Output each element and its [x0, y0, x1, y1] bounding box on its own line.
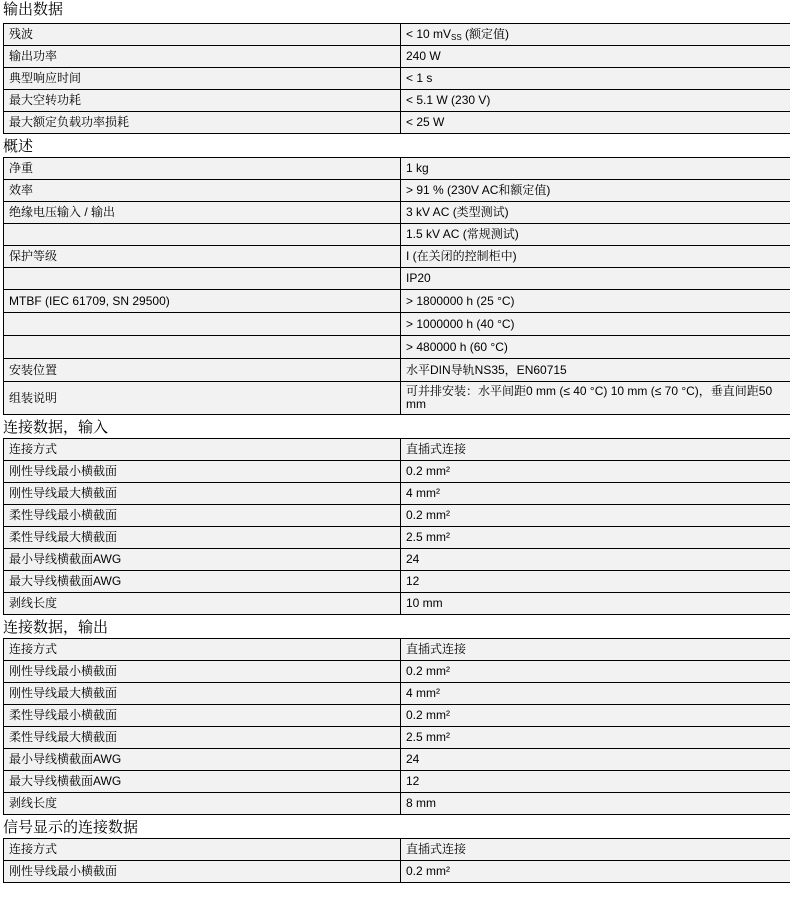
row-value: 1.5 kV AC (常规测试) — [401, 224, 790, 246]
row-value: 0.2 mm² — [401, 505, 790, 527]
row-value: 4 mm² — [401, 483, 790, 505]
row-label: 刚性导线最大横截面 — [4, 483, 401, 505]
row-value: 24 — [401, 549, 790, 571]
table-row — [4, 90, 790, 112]
row-label: 最大额定负载功率损耗 — [4, 112, 401, 134]
table-row — [4, 683, 790, 705]
row-label: MTBF (IEC 61709, SN 29500) — [4, 290, 401, 313]
table-row — [4, 639, 790, 661]
row-label: 绝缘电压输入 / 输出 — [4, 202, 401, 224]
row-value: 0.2 mm² — [401, 461, 790, 483]
row-value: 2.5 mm² — [401, 727, 790, 749]
section-title-general: 概述 — [3, 138, 34, 155]
row-value: 0.2 mm² — [401, 705, 790, 727]
table-row — [4, 527, 790, 549]
row-value — [401, 24, 790, 46]
row-value: IP20 — [401, 268, 790, 290]
section-title-signal: 信号显示的连接数据 — [3, 819, 139, 836]
ripple-note: (额定值) — [461, 27, 510, 41]
row-value: > 1800000 h (25 °C) — [401, 290, 790, 313]
row-label: 最大导线横截面AWG — [4, 571, 401, 593]
row-label — [4, 268, 401, 290]
row-label: 典型响应时间 — [4, 68, 401, 90]
row-label: 组装说明 — [4, 382, 401, 415]
row-value: > 480000 h (60 °C) — [401, 336, 790, 359]
row-label — [4, 224, 401, 246]
row-label: 刚性导线最小横截面 — [4, 461, 401, 483]
section-title-connection-input: 连接数据，输入 — [3, 419, 109, 436]
table-row — [4, 46, 790, 68]
row-value: 直插式连接 — [401, 639, 790, 661]
table-row — [4, 202, 790, 224]
row-label: 柔性导线最大横截面 — [4, 527, 401, 549]
row-value: 3 kV AC (类型测试) — [401, 202, 790, 224]
row-value: 可并排安装：水平间距0 mm (≤ 40 °C) 10 mm (≤ 70 °C)，垂直间距50 mm — [401, 382, 790, 415]
table-row — [4, 224, 790, 246]
row-label: 最小导线横截面AWG — [4, 549, 401, 571]
row-label — [4, 313, 401, 336]
connection-input-table — [3, 438, 790, 615]
row-label: 刚性导线最小横截面 — [4, 661, 401, 683]
row-label: 输出功率 — [4, 46, 401, 68]
row-label — [4, 336, 401, 359]
row-label: 柔性导线最小横截面 — [4, 705, 401, 727]
table-row — [4, 158, 790, 180]
table-row — [4, 290, 790, 313]
row-label: 最大导线横截面AWG — [4, 771, 401, 793]
table-row — [4, 313, 790, 336]
row-value: 24 — [401, 749, 790, 771]
row-label: 最小导线横截面AWG — [4, 749, 401, 771]
table-row — [4, 336, 790, 359]
ripple-subscript: SS — [451, 33, 462, 42]
row-value: 水平DIN导轨NS35，EN60715 — [401, 359, 790, 382]
table-row — [4, 24, 790, 46]
table-row — [4, 593, 790, 615]
row-value: > 1000000 h (40 °C) — [401, 313, 790, 336]
row-label: 连接方式 — [4, 639, 401, 661]
section-title-output: 输出数据 — [3, 1, 64, 18]
ripple-value: < 10 mV — [406, 27, 452, 41]
table-row — [4, 705, 790, 727]
table-row — [4, 112, 790, 134]
row-label: 剥线长度 — [4, 793, 401, 815]
table-row — [4, 839, 790, 861]
table-row — [4, 549, 790, 571]
table-row — [4, 359, 790, 382]
row-label: 安装位置 — [4, 359, 401, 382]
row-value: 240 W — [401, 46, 790, 68]
row-label: 柔性导线最小横截面 — [4, 505, 401, 527]
row-label: 保护等级 — [4, 246, 401, 268]
table-row — [4, 246, 790, 268]
table-row — [4, 749, 790, 771]
row-label: 刚性导线最小横截面 — [4, 861, 401, 883]
table-row — [4, 439, 790, 461]
row-label: 柔性导线最大横截面 — [4, 727, 401, 749]
row-value: < 5.1 W (230 V) — [401, 90, 790, 112]
output-table — [3, 23, 790, 134]
row-value: < 1 s — [401, 68, 790, 90]
table-row — [4, 68, 790, 90]
table-row — [4, 771, 790, 793]
table-row — [4, 727, 790, 749]
table-row — [4, 571, 790, 593]
row-value: 0.2 mm² — [401, 661, 790, 683]
table-row — [4, 483, 790, 505]
row-value: I (在关闭的控制柜中) — [401, 246, 790, 268]
row-value: < 25 W — [401, 112, 790, 134]
row-value: 2.5 mm² — [401, 527, 790, 549]
table-row — [4, 861, 790, 883]
row-value: 直插式连接 — [401, 439, 790, 461]
table-row — [4, 382, 790, 415]
table-row — [4, 268, 790, 290]
row-value: > 91 % (230V AC和额定值) — [401, 180, 790, 202]
row-value: 0.2 mm² — [401, 861, 790, 883]
row-label: 净重 — [4, 158, 401, 180]
connection-output-table — [3, 638, 790, 815]
row-label: 残波 — [4, 24, 401, 46]
row-value: 12 — [401, 771, 790, 793]
row-value: 8 mm — [401, 793, 790, 815]
table-row — [4, 505, 790, 527]
row-value: 直插式连接 — [401, 839, 790, 861]
row-label: 刚性导线最大横截面 — [4, 683, 401, 705]
row-label: 效率 — [4, 180, 401, 202]
table-row — [4, 793, 790, 815]
table-row — [4, 180, 790, 202]
row-label: 剥线长度 — [4, 593, 401, 615]
row-label: 最大空转功耗 — [4, 90, 401, 112]
row-label: 连接方式 — [4, 439, 401, 461]
signal-table — [3, 838, 790, 883]
row-value: 4 mm² — [401, 683, 790, 705]
section-title-connection-output: 连接数据，输出 — [3, 619, 109, 636]
table-row — [4, 661, 790, 683]
row-value: 10 mm — [401, 593, 790, 615]
row-value: 12 — [401, 571, 790, 593]
table-row — [4, 461, 790, 483]
row-value: 1 kg — [401, 158, 790, 180]
general-table — [3, 157, 790, 415]
row-label: 连接方式 — [4, 839, 401, 861]
